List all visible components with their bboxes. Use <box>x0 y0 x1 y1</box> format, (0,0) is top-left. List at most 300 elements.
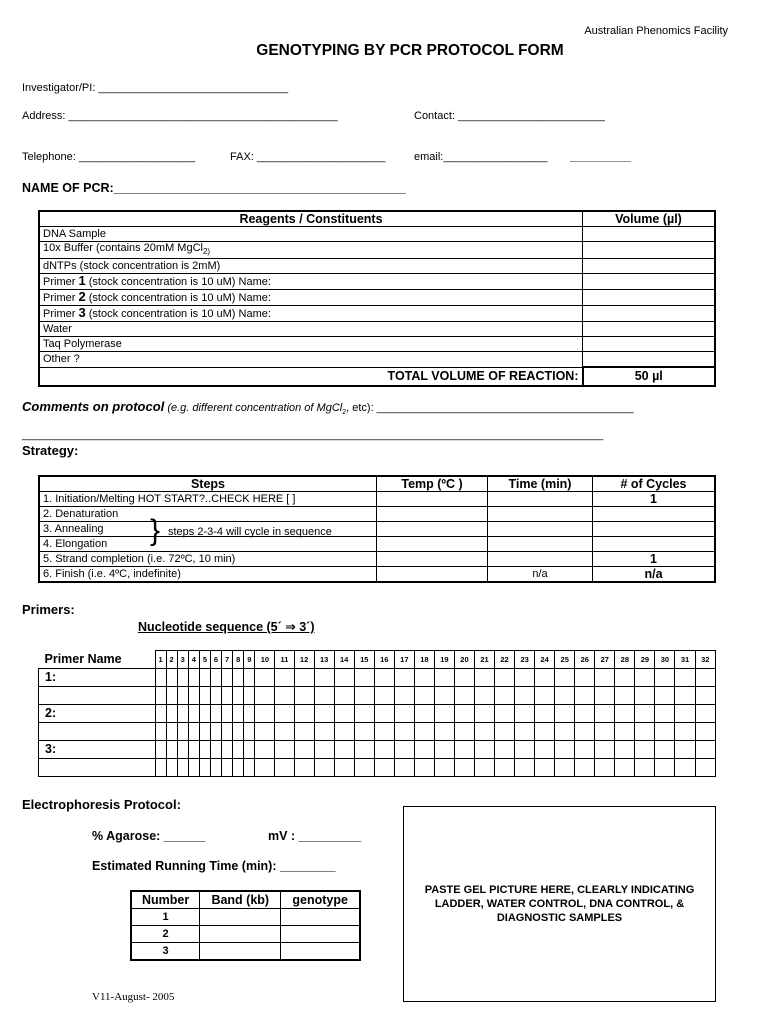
nucleotide-cell[interactable] <box>233 741 244 759</box>
nucleotide-cell[interactable] <box>210 723 221 741</box>
reagent-row <box>39 306 715 322</box>
reagent-text: Primer <box>43 292 79 305</box>
primer-row-label[interactable] <box>39 687 156 705</box>
nucleotide-cell[interactable] <box>199 741 210 759</box>
nucleotide-cell[interactable] <box>495 741 515 759</box>
time-header: Time (min) <box>488 476 593 492</box>
reagent-text-suffix: (stock concentration is 10 uM) Name: <box>85 292 271 305</box>
position-number: 19 <box>434 651 454 669</box>
nucleotide-cell[interactable] <box>155 723 166 741</box>
nucleotide-cell[interactable] <box>454 759 474 777</box>
nucleotide-cell[interactable] <box>535 723 555 741</box>
band-table <box>130 890 361 961</box>
nucleotide-cell[interactable] <box>414 705 434 723</box>
nucleotide-cell[interactable] <box>210 741 221 759</box>
nucleotide-cell[interactable] <box>575 759 595 777</box>
nucleotide-cell[interactable] <box>635 723 655 741</box>
nucleotide-cell[interactable] <box>275 687 294 705</box>
temp-cell[interactable] <box>377 492 488 507</box>
nucleotide-cell[interactable] <box>675 741 695 759</box>
cycles-cell[interactable] <box>593 522 716 537</box>
nucleotide-cell[interactable] <box>475 741 495 759</box>
nucleotide-cell[interactable] <box>394 687 414 705</box>
reagent-name <box>39 352 583 368</box>
position-number: 5 <box>199 651 210 669</box>
primer-row-label[interactable]: 3: <box>39 741 156 759</box>
nucleotide-cell[interactable] <box>354 723 374 741</box>
nucleotide-cell[interactable] <box>294 741 314 759</box>
temp-cell[interactable] <box>377 552 488 567</box>
nucleotide-cell[interactable] <box>595 741 615 759</box>
nucleotide-cell[interactable] <box>414 669 434 687</box>
nucleotide-cell[interactable] <box>155 669 166 687</box>
temp-cell[interactable] <box>377 567 488 583</box>
email-field[interactable]: email:_________________ <box>414 151 548 163</box>
primer-row-label[interactable] <box>39 759 156 777</box>
nucleotide-cell[interactable] <box>495 705 515 723</box>
nucleotide-cell[interactable] <box>434 723 454 741</box>
nucleotide-cell[interactable] <box>155 687 166 705</box>
nucleotide-cell[interactable] <box>354 741 374 759</box>
nucleotide-cell[interactable] <box>155 705 166 723</box>
position-number: 20 <box>454 651 474 669</box>
nucleotide-cell[interactable] <box>275 723 294 741</box>
nucleotide-cell[interactable] <box>354 687 374 705</box>
nucleotide-cell[interactable] <box>294 759 314 777</box>
reagent-text: Other ? <box>43 352 80 365</box>
volume-cell[interactable] <box>583 259 716 274</box>
nucleotide-cell[interactable] <box>294 687 314 705</box>
step-label: 6. Finish (i.e. 4ºC, indefinite) <box>39 567 377 583</box>
nucleotide-cell[interactable] <box>244 723 255 741</box>
genotype-header: genotype <box>281 891 360 909</box>
nucleotide-cell[interactable] <box>210 759 221 777</box>
nucleotide-cell[interactable] <box>535 741 555 759</box>
nucleotide-cell[interactable] <box>314 759 334 777</box>
nucleotide-cell[interactable] <box>334 723 354 741</box>
nucleotide-cell[interactable] <box>475 759 495 777</box>
nucleotide-cell[interactable] <box>255 669 275 687</box>
nucleotide-cell[interactable] <box>555 759 575 777</box>
time-cell[interactable] <box>488 552 593 567</box>
nucleotide-cell[interactable] <box>334 741 354 759</box>
position-number: 22 <box>495 651 515 669</box>
nucleotide-cell[interactable] <box>275 759 294 777</box>
cycles-cell[interactable]: 1 <box>593 552 716 567</box>
comments-field[interactable] <box>22 399 634 416</box>
nucleotide-cell[interactable] <box>294 669 314 687</box>
telephone-field[interactable]: Telephone: ___________________ <box>22 151 196 163</box>
temp-cell[interactable] <box>377 522 488 537</box>
reagent-row <box>39 290 715 306</box>
nucleotide-cell[interactable] <box>233 723 244 741</box>
nucleotide-cell[interactable] <box>354 705 374 723</box>
nucleotide-cell[interactable] <box>233 687 244 705</box>
primer-row <box>39 759 716 777</box>
nucleotide-cell[interactable] <box>555 669 575 687</box>
nucleotide-cell[interactable] <box>414 759 434 777</box>
nucleotide-cell[interactable] <box>595 705 615 723</box>
nucleotide-cell[interactable] <box>394 705 414 723</box>
position-number: 32 <box>695 651 715 669</box>
nucleotide-cell[interactable] <box>177 687 188 705</box>
nucleotide-cell[interactable] <box>535 687 555 705</box>
nucleotide-cell[interactable] <box>495 669 515 687</box>
pcr-name-field[interactable]: NAME OF PCR:__________________________________________ <box>22 181 406 195</box>
reagent-text: Taq Polymerase <box>43 337 122 350</box>
strategy-row <box>39 537 715 552</box>
nucleotide-cell[interactable] <box>233 759 244 777</box>
genotype-cell[interactable] <box>281 926 360 943</box>
comments-hint-end: , etc): __________________________________________ <box>346 402 634 414</box>
nucleotide-cell[interactable] <box>495 687 515 705</box>
position-number: 28 <box>615 651 635 669</box>
nucleotide-cell[interactable] <box>255 705 275 723</box>
primer-row-label[interactable]: 1: <box>39 669 156 687</box>
reagents-header: Reagents / Constituents <box>39 211 583 227</box>
nucleotide-cell[interactable] <box>188 759 199 777</box>
cycles-cell[interactable]: n/a <box>593 567 716 583</box>
position-number: 30 <box>655 651 675 669</box>
nucleotide-cell[interactable] <box>374 741 394 759</box>
nucleotide-cell[interactable] <box>695 759 715 777</box>
nucleotide-cell[interactable] <box>675 705 695 723</box>
nucleotide-cell[interactable] <box>515 705 535 723</box>
nucleotide-cell[interactable] <box>199 759 210 777</box>
strategy-row <box>39 552 715 567</box>
fax-field[interactable]: FAX: _____________________ <box>230 151 386 163</box>
nucleotide-cell[interactable] <box>575 669 595 687</box>
position-number: 1 <box>155 651 166 669</box>
nucleotide-cell[interactable] <box>222 705 233 723</box>
nucleotide-cell[interactable] <box>374 669 394 687</box>
nucleotide-cell[interactable] <box>495 723 515 741</box>
nucleotide-cell[interactable] <box>655 669 675 687</box>
nucleotide-cell[interactable] <box>354 759 374 777</box>
nucleotide-cell[interactable] <box>244 687 255 705</box>
volume-header: Volume (µl) <box>583 211 716 227</box>
nucleotide-cell[interactable] <box>655 687 675 705</box>
nucleotide-cell[interactable] <box>199 669 210 687</box>
nucleotide-cell[interactable] <box>635 705 655 723</box>
nucleotide-cell[interactable] <box>233 705 244 723</box>
band-kb-cell[interactable] <box>200 926 281 943</box>
nucleotide-cell[interactable] <box>275 669 294 687</box>
reagent-row <box>39 322 715 337</box>
address-field[interactable]: Address: ____________________________________________ <box>22 110 338 122</box>
nucleotide-cell[interactable] <box>188 723 199 741</box>
primer-row <box>39 723 716 741</box>
nucleotide-cell[interactable] <box>177 705 188 723</box>
nucleotide-cell[interactable] <box>188 687 199 705</box>
nucleotide-cell[interactable] <box>434 669 454 687</box>
band-row <box>131 926 360 943</box>
reagents-table <box>38 210 716 387</box>
nucleotide-cell[interactable] <box>475 705 495 723</box>
nucleotide-cell[interactable] <box>655 759 675 777</box>
agarose-field[interactable]: % Agarose: ______ <box>92 829 206 843</box>
step-label: 5. Strand completion (i.e. 72ºC, 10 min) <box>39 552 377 567</box>
nucleotide-cell[interactable] <box>255 759 275 777</box>
nucleotide-cell[interactable] <box>555 687 575 705</box>
nucleotide-cell[interactable] <box>434 687 454 705</box>
contact-field[interactable]: Contact: ________________________ <box>414 110 605 122</box>
nucleotide-cell[interactable] <box>255 741 275 759</box>
nucleotide-cell[interactable] <box>166 687 177 705</box>
nucleotide-cell[interactable] <box>210 705 221 723</box>
nucleotide-cell[interactable] <box>199 723 210 741</box>
temp-header: Temp (ºC ) <box>377 476 488 492</box>
nucleotide-cell[interactable] <box>454 723 474 741</box>
nucleotide-cell[interactable] <box>615 723 635 741</box>
nucleotide-cell[interactable] <box>495 759 515 777</box>
nucleotide-cell[interactable] <box>635 741 655 759</box>
nucleotide-cell[interactable] <box>188 741 199 759</box>
nucleotide-cell[interactable] <box>188 705 199 723</box>
nucleotide-cell[interactable] <box>575 687 595 705</box>
nucleotide-cell[interactable] <box>314 705 334 723</box>
position-number: 2 <box>166 651 177 669</box>
volume-cell[interactable] <box>583 242 716 259</box>
volume-cell[interactable] <box>583 274 716 290</box>
nucleotide-cell[interactable] <box>222 687 233 705</box>
position-number: 7 <box>222 651 233 669</box>
nucleotide-cell[interactable] <box>255 723 275 741</box>
mv-field[interactable]: mV : _________ <box>268 829 362 843</box>
nucleotide-cell[interactable] <box>394 759 414 777</box>
band-kb-cell[interactable] <box>200 909 281 926</box>
nucleotide-cell[interactable] <box>515 723 535 741</box>
nucleotide-cell[interactable] <box>615 741 635 759</box>
nucleotide-cell[interactable] <box>275 741 294 759</box>
nucleotide-cell[interactable] <box>515 759 535 777</box>
nucleotide-cell[interactable] <box>695 741 715 759</box>
genotype-cell[interactable] <box>281 943 360 961</box>
band-kb-cell[interactable] <box>200 943 281 961</box>
nucleotide-cell[interactable] <box>555 741 575 759</box>
nucleotide-cell[interactable] <box>199 705 210 723</box>
nucleotide-cell[interactable] <box>374 687 394 705</box>
nucleotide-cell[interactable] <box>394 741 414 759</box>
nucleotide-cell[interactable] <box>615 669 635 687</box>
reagent-name <box>39 242 583 259</box>
cycles-header: # of Cycles <box>593 476 716 492</box>
nucleotide-cell[interactable] <box>222 741 233 759</box>
nucleotide-cell[interactable] <box>166 669 177 687</box>
nucleotide-cell[interactable] <box>155 741 166 759</box>
primer-row-label[interactable]: 2: <box>39 705 156 723</box>
gel-picture-box[interactable] <box>403 806 716 1002</box>
nucleotide-cell[interactable] <box>434 759 454 777</box>
nucleotide-cell[interactable] <box>695 723 715 741</box>
nucleotide-cell[interactable] <box>515 687 535 705</box>
nucleotide-cell[interactable] <box>188 669 199 687</box>
genotype-cell[interactable] <box>281 909 360 926</box>
reagent-name <box>39 274 583 290</box>
nucleotide-cell[interactable] <box>595 669 615 687</box>
nucleotide-cell[interactable] <box>177 759 188 777</box>
primer-row <box>39 687 716 705</box>
nucleotide-cell[interactable] <box>635 687 655 705</box>
time-cell[interactable] <box>488 537 593 552</box>
nucleotide-cell[interactable] <box>354 669 374 687</box>
nucleotide-cell[interactable] <box>615 705 635 723</box>
nucleotide-cell[interactable] <box>177 741 188 759</box>
nucleotide-cell[interactable] <box>555 723 575 741</box>
nucleotide-cell[interactable] <box>635 669 655 687</box>
nucleotide-cell[interactable] <box>334 687 354 705</box>
nucleotide-cell[interactable] <box>334 705 354 723</box>
volume-cell[interactable] <box>583 322 716 337</box>
nucleotide-cell[interactable] <box>275 705 294 723</box>
nucleotide-cell[interactable] <box>695 687 715 705</box>
nucleotide-cell[interactable] <box>233 669 244 687</box>
nucleotide-cell[interactable] <box>655 723 675 741</box>
reagent-row <box>39 352 715 368</box>
nucleotide-cell[interactable] <box>675 669 695 687</box>
nucleotide-cell[interactable] <box>675 723 695 741</box>
nucleotide-cell[interactable] <box>595 723 615 741</box>
nucleotide-cell[interactable] <box>535 669 555 687</box>
nucleotide-cell[interactable] <box>166 705 177 723</box>
nucleotide-cell[interactable] <box>515 669 535 687</box>
nucleotide-cell[interactable] <box>434 741 454 759</box>
nucleotide-cell[interactable] <box>314 669 334 687</box>
nucleotide-cell[interactable] <box>575 741 595 759</box>
volume-cell[interactable] <box>583 352 716 368</box>
total-volume-label: TOTAL VOLUME OF REACTION: <box>39 367 583 386</box>
nucleotide-cell[interactable] <box>454 741 474 759</box>
nucleotide-cell[interactable] <box>675 687 695 705</box>
nucleotide-cell[interactable] <box>314 741 334 759</box>
nucleotide-cell[interactable] <box>615 759 635 777</box>
nucleotide-cell[interactable] <box>655 741 675 759</box>
cycles-cell[interactable] <box>593 537 716 552</box>
nucleotide-cell[interactable] <box>244 759 255 777</box>
nucleotide-cell[interactable] <box>199 687 210 705</box>
position-number: 16 <box>374 651 394 669</box>
nucleotide-cell[interactable] <box>394 723 414 741</box>
nucleotide-cell[interactable] <box>210 687 221 705</box>
nucleotide-cell[interactable] <box>675 759 695 777</box>
nucleotide-cell[interactable] <box>222 759 233 777</box>
nucleotide-cell[interactable] <box>414 723 434 741</box>
nucleotide-cell[interactable] <box>695 705 715 723</box>
reagent-row <box>39 274 715 290</box>
nucleotide-cell[interactable] <box>222 669 233 687</box>
investigator-field[interactable]: Investigator/PI: _______________________________ <box>22 82 289 94</box>
reagent-row <box>39 242 715 259</box>
nucleotide-cell[interactable] <box>575 705 595 723</box>
nucleotide-cell[interactable] <box>374 723 394 741</box>
temp-cell[interactable] <box>377 507 488 522</box>
nucleotide-cell[interactable] <box>595 687 615 705</box>
nucleotide-cell[interactable] <box>334 669 354 687</box>
position-number: 14 <box>334 651 354 669</box>
nucleotide-cell[interactable] <box>294 723 314 741</box>
primer-name-header: Primer Name <box>39 651 156 669</box>
nucleotide-cell[interactable] <box>695 669 715 687</box>
volume-cell[interactable] <box>583 306 716 322</box>
nucleotide-cell[interactable] <box>555 705 575 723</box>
nucleotide-cell[interactable] <box>454 669 474 687</box>
nucleotide-cell[interactable] <box>255 687 275 705</box>
cycles-cell[interactable] <box>593 507 716 522</box>
nucleotide-cell[interactable] <box>535 705 555 723</box>
nucleotide-cell[interactable] <box>414 687 434 705</box>
time-cell[interactable] <box>488 522 593 537</box>
nucleotide-cell[interactable] <box>374 705 394 723</box>
nucleotide-cell[interactable] <box>294 705 314 723</box>
nucleotide-cell[interactable] <box>454 687 474 705</box>
nucleotide-subheading: Nucleotide sequence (5´ ⇒ 3´) <box>138 620 315 634</box>
reagent-text-suffix: (stock concentration is 10 uM) Name: <box>85 308 271 321</box>
nucleotide-cell[interactable] <box>655 705 675 723</box>
nucleotide-cell[interactable] <box>222 723 233 741</box>
primer-row-label[interactable] <box>39 723 156 741</box>
nucleotide-cell[interactable] <box>575 723 595 741</box>
nucleotide-cell[interactable] <box>635 759 655 777</box>
number-header: Number <box>131 891 200 909</box>
nucleotide-cell[interactable] <box>434 705 454 723</box>
position-number: 8 <box>233 651 244 669</box>
nucleotide-cell[interactable] <box>475 669 495 687</box>
nucleotide-cell[interactable] <box>454 705 474 723</box>
volume-cell[interactable] <box>583 227 716 242</box>
nucleotide-cell[interactable] <box>334 759 354 777</box>
time-cell[interactable] <box>488 507 593 522</box>
strategy-heading: Strategy: <box>22 443 79 458</box>
cycles-cell[interactable]: 1 <box>593 492 716 507</box>
reagent-name <box>39 306 583 322</box>
nucleotide-cell[interactable] <box>314 723 334 741</box>
nucleotide-cell[interactable] <box>535 759 555 777</box>
time-cell[interactable] <box>488 492 593 507</box>
primer-number: 1 <box>78 273 86 289</box>
nucleotide-cell[interactable] <box>177 669 188 687</box>
nucleotide-cell[interactable] <box>475 687 495 705</box>
nucleotide-cell[interactable] <box>177 723 188 741</box>
time-cell[interactable]: n/a <box>488 567 593 583</box>
nucleotide-cell[interactable] <box>166 759 177 777</box>
nucleotide-cell[interactable] <box>515 741 535 759</box>
comments-line-2[interactable]: _______________________________________________________________________________________________ <box>22 429 604 441</box>
nucleotide-cell[interactable] <box>155 759 166 777</box>
nucleotide-cell[interactable] <box>166 741 177 759</box>
nucleotide-cell[interactable] <box>374 759 394 777</box>
nucleotide-cell[interactable] <box>244 741 255 759</box>
nucleotide-cell[interactable] <box>244 705 255 723</box>
nucleotide-cell[interactable] <box>615 687 635 705</box>
nucleotide-cell[interactable] <box>244 669 255 687</box>
nucleotide-cell[interactable] <box>595 759 615 777</box>
volume-cell[interactable] <box>583 337 716 352</box>
primer-number: 3 <box>78 305 86 321</box>
nucleotide-cell[interactable] <box>394 669 414 687</box>
nucleotide-cell[interactable] <box>210 669 221 687</box>
running-time-field[interactable]: Estimated Running Time (min): ________ <box>92 859 336 873</box>
nucleotide-cell[interactable] <box>414 741 434 759</box>
temp-cell[interactable] <box>377 537 488 552</box>
position-number: 25 <box>555 651 575 669</box>
position-number: 11 <box>275 651 294 669</box>
nucleotide-cell[interactable] <box>475 723 495 741</box>
volume-cell[interactable] <box>583 290 716 306</box>
primer-row <box>39 741 716 759</box>
electrophoresis-heading: Electrophoresis Protocol: <box>22 797 181 812</box>
nucleotide-cell[interactable] <box>166 723 177 741</box>
nucleotide-cell[interactable] <box>314 687 334 705</box>
